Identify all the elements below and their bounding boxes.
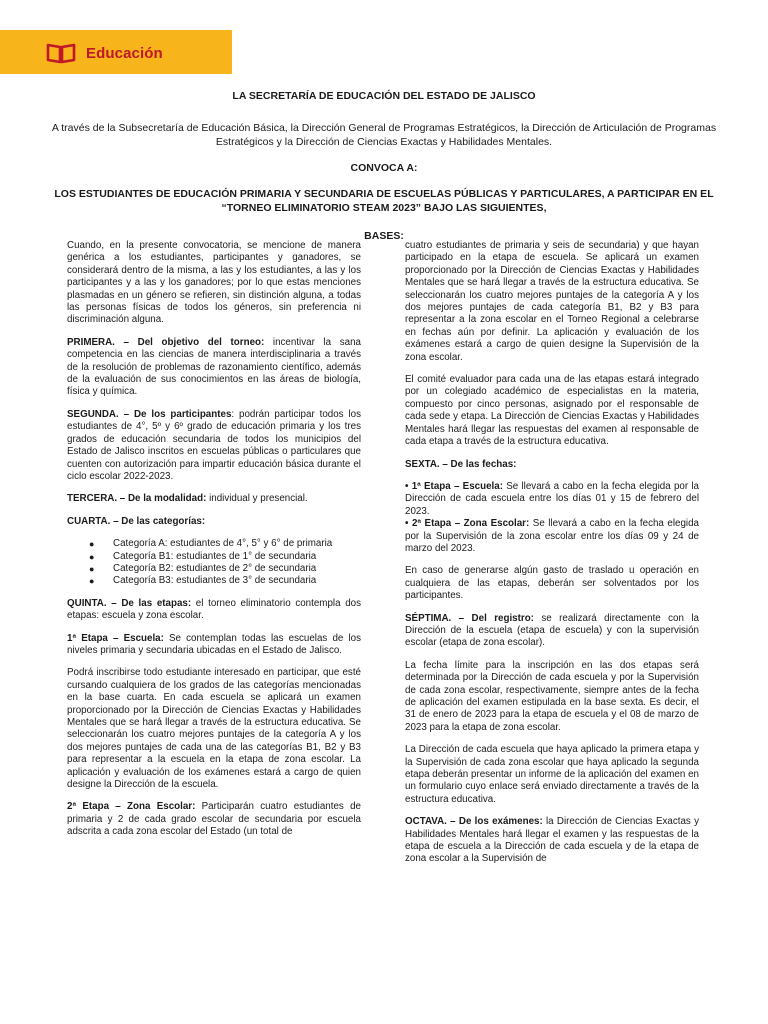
bullet-icon: ● <box>89 539 95 550</box>
bullet-icon: ● <box>89 563 95 574</box>
cuarta-paragraph <box>67 516 361 528</box>
educacion-logo <box>46 42 163 64</box>
tercera-text: individual y presencial. <box>206 493 308 505</box>
document-intro: A través de la Subsecretaría de Educación Básica, la Dirección General de Programas Estratégicos, la Dirección de Articulación de Programas Estratégicos y la Dirección de Ciencias Exactas y Habilidades Mentales. <box>51 122 717 148</box>
septima-label: SÉPTIMA. – Del registro: <box>405 612 534 624</box>
tercera-paragraph <box>67 493 361 505</box>
logo-text: Educación <box>86 44 163 62</box>
category-text: Categoría B2: estudiantes de 2° de secundaria <box>113 562 317 574</box>
primera-text: incentivar la sana competencia en las ciencias de manera interdisciplinaria a través de la resolución de problemas de razonamiento científico, además de la evaluación de sus conocimientos en las áreas de biología, física y química. <box>67 336 361 398</box>
primera-paragraph <box>67 337 361 399</box>
cuarta-label: CUARTA. – De las categorías: <box>67 515 206 527</box>
fecha-etapa2-label: • 2ª Etapa – Zona Escolar: <box>405 518 530 530</box>
left-column <box>67 240 361 839</box>
octava-text: la Dirección de Ciencias Exactas y Habilidades Mentales hará llegar el examen y las respuestas de la etapa de escuela a la Dirección de cada escuela y de la etapa de zona escolar a la Supervisión de <box>405 816 699 865</box>
right-column <box>405 240 699 866</box>
bases-heading: BASES: <box>364 230 404 242</box>
etapa2-paragraph <box>67 801 361 838</box>
category-text: Categoría A: estudiantes de 4°, 5° y 6° de primaria <box>113 538 333 550</box>
etapa1-paragraph <box>67 633 361 658</box>
etapa2-text: Participarán cuatro estudiantes de primaria y 2 de cada grado escolar de secundaria por escuela adscrita a cada zona escolar del Estado (un total de <box>67 801 361 838</box>
quinta-text: el torneo eliminatorio contempla dos etapas: escuela y zona escolar. <box>67 597 361 622</box>
category-text: Categoría B1: estudiantes de 1° de secundaria <box>113 550 317 562</box>
categories-list <box>67 538 361 588</box>
quinta-label: QUINTA. – De las etapas: <box>67 597 192 609</box>
segunda-text: : podrán participar todos los estudiantes de 4°, 5º y 6º grado de educación primaria y los tres grados de educación secundaria de todos los municipios del Estado de Jalisco inscritos en escuelas públicas o particulares que cuenten con autorización para impartir educación básica durante el ciclo escolar 2022-2023. <box>67 408 361 482</box>
bullet-icon: ● <box>89 551 95 562</box>
informe-paragraph: La Dirección de cada escuela que haya aplicado la primera etapa y la Supervisión de cada zona escolar que haya aplicado la segunda etapa deberán presentar un informe de la aplicación del examen en un formulario cuyo enlace será enviado directamente a través de la estructura educativa. <box>405 744 699 805</box>
bullet-icon: ● <box>89 576 95 587</box>
list-item <box>67 551 361 563</box>
octava-paragraph <box>405 816 699 866</box>
list-item <box>67 538 361 550</box>
etapa2-continued-paragraph: cuatro estudiantes de primaria y seis de secundaria) y que hayan participado en la etapa de escuela. Se aplicará un examen proporcionado por la Dirección de Ciencias Exactas y Habilidades Mentales que se hará llegar a través de la estructura educativa. Se seleccionarán los cuatro mejores puntajes de la categoría A y los dos mejores puntajes de cada categoría B1, B2 y B3 para representar a la zona escolar en el Torneo Regional a celebrarse en fechas aún por definir. La aplicación y evaluación de los exámenes estará a cargo de quien designe la Supervisión de la zona escolar. <box>405 240 699 363</box>
gastos-paragraph: En caso de generarse algún gasto de traslado u operación en cualquiera de las etapas, deberán ser solventados por los participantes. <box>405 565 699 602</box>
open-book-icon <box>46 42 76 64</box>
quinta-paragraph <box>67 598 361 623</box>
sexta-label: SEXTA. – De las fechas: <box>405 458 517 470</box>
fecha-etapa1-paragraph <box>405 481 699 518</box>
list-item <box>67 575 361 587</box>
septima-text: se realizará directamente con la Dirección de la escuela (etapa de escuela) y con la supervisión escolar (etapa de zona escolar). <box>405 612 699 649</box>
segunda-label: SEGUNDA. – De los participantes <box>67 408 232 420</box>
document-header <box>40 90 728 242</box>
fecha-limite-paragraph: La fecha límite para la inscripción en las dos etapas será determinada por la Dirección de cada escuela y por la Supervisión de cada zona escolar, respectivamente, siempre antes de la fecha de aplicación del examen estipulada en la base sexta. Es decir, el 31 de enero de 2023 para la etapa de escuela y el 08 de marzo de 2023 para la etapa de zona escolar. <box>405 659 699 733</box>
fecha-etapa1-text: Se llevará a cabo en la fecha elegida por la Dirección de cada escuela entre los días 01 y 15 de febrero del 2023. <box>405 480 699 517</box>
septima-paragraph <box>405 613 699 650</box>
category-text: Categoría B3: estudiantes de 3° de secundaria <box>113 575 317 587</box>
etapa1-text: Se contemplan todas las escuelas de los niveles primaria y secundaria ubicadas en el Estado de Jalisco. <box>67 632 361 656</box>
tercera-label: TERCERA. – De la modalidad: <box>67 493 207 505</box>
podra-paragraph: Podrá inscribirse todo estudiante interesado en participar, que esté cursando cualquiera de los grados de las categorías mencionadas en la base cuarta. En cada escuela se aplicará un examen proporcionado por la Dirección de Ciencias Exactas y Habilidades Mentales que se hará llegar a través de la estructura educativa. Se seleccionarán los cuatro mejores puntajes de la categoría A y los dos mejores puntajes de cada una de las categorías B1, B2 y B3 para representar a la escuela en la etapa de zona escolar. La aplicación y evaluación de los exámenes estará a cargo de quien designe la Dirección de la escuela. <box>67 667 361 791</box>
segunda-paragraph <box>67 409 361 483</box>
primera-label: PRIMERA. – Del objetivo del torneo: <box>67 336 265 348</box>
comite-paragraph: El comité evaluador para cada una de las etapas estará integrado por un colegiado académico de especialistas en la materia, compuesto por cinco personas, asignado por el responsable de cada sede y etapa. La Dirección de Ciencias Exactas y Habilidades Mentales hará llegar las respuestas del examen al responsable de cada etapa a través de la estructura educativa. <box>405 374 699 448</box>
fecha-etapa1-label: • 1ª Etapa – Escuela: <box>405 480 503 492</box>
fecha-etapa2-paragraph <box>405 518 699 555</box>
generic-mention-paragraph: Cuando, en la presente convocatoria, se mencione de manera genérica a los estudiantes, participantes y ganadores, se considerará dentro de la misma, a las y los estudiantes, a las y los participantes y a las y los ganadores; por lo que estas menciones plasmadas en un género se refieren, sin distinción alguna, a todas las personas físicas de todos los géneros, sin preferencia ni discriminación alguna. <box>67 240 361 326</box>
octava-label: OCTAVA. – De los exámenes: <box>405 816 543 828</box>
document-title: LA SECRETARÍA DE EDUCACIÓN DEL ESTADO DE JALISCO <box>232 90 536 102</box>
sexta-paragraph <box>405 459 699 471</box>
students-heading: LOS ESTUDIANTES DE EDUCACIÓN PRIMARIA Y SECUNDARIA DE ESCUELAS PÚBLICAS Y PARTICULARES, A PARTICIPAR EN EL “TORNEO ELIMINATORIO STEAM 2023” BAJO LAS SIGUIENTES, <box>54 188 714 214</box>
list-item <box>67 563 361 575</box>
etapa1-label: 1ª Etapa – Escuela: <box>67 632 164 644</box>
fecha-etapa2-text: Se llevará a cabo en la fecha elegida por la Supervisión de la zona escolar entre los días 09 y 24 de marzo del 2023. <box>405 518 699 554</box>
convoca-heading: CONVOCA A: <box>350 162 418 174</box>
etapa2-label: 2ª Etapa – Zona Escolar: <box>67 801 196 813</box>
